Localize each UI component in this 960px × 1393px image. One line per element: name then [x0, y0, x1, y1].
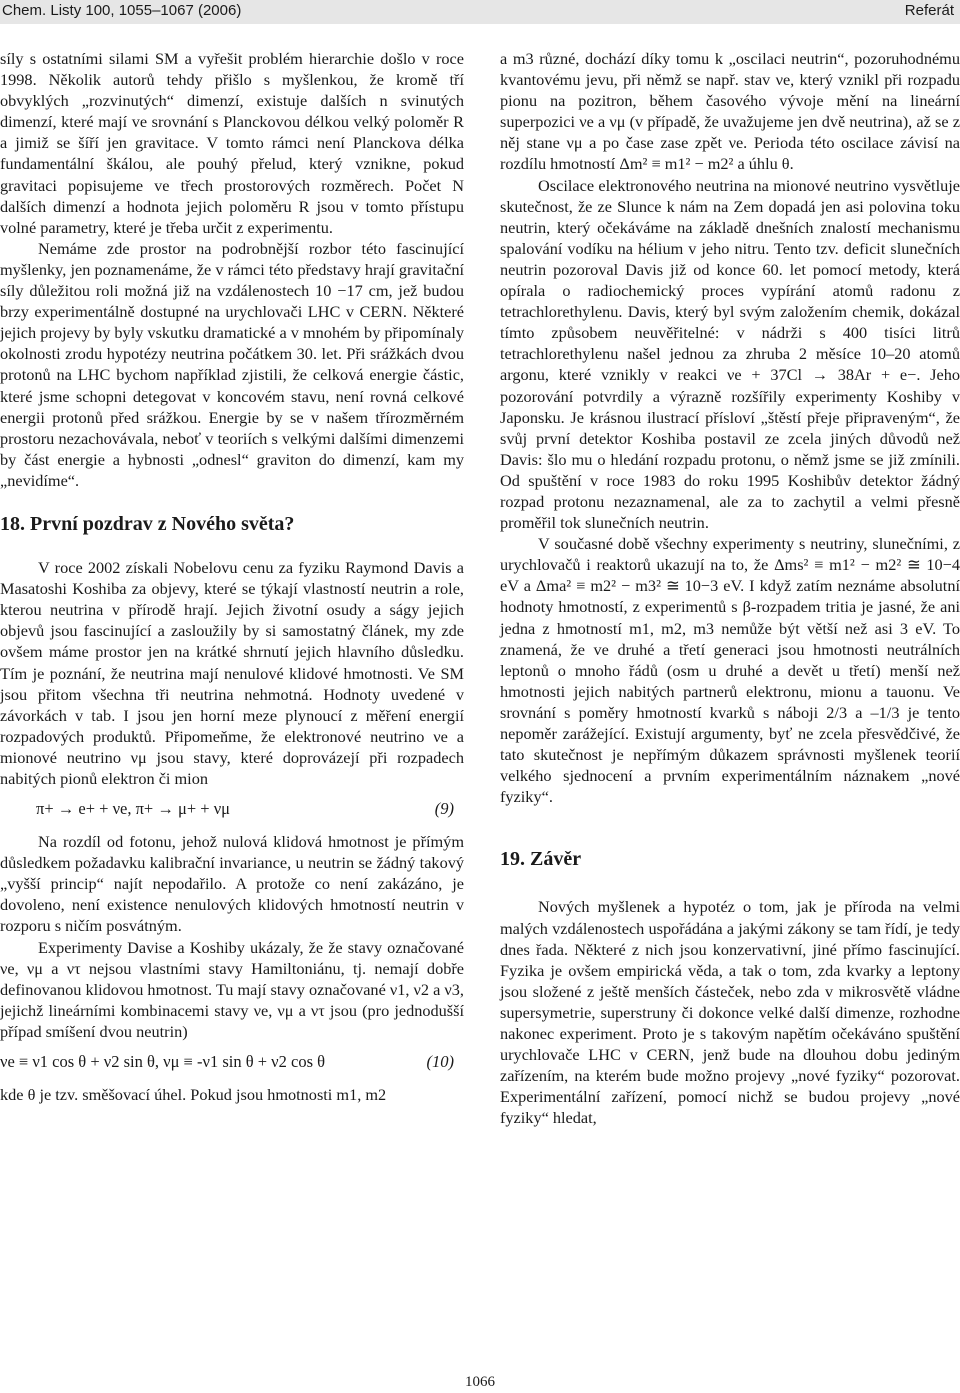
paragraph: síly s ostatními silami SM a vyřešit problém hierarchie došlo v roce 1998. Několik autorů tehdy přišlo s myšlenkou, že kromě tří obvyklých „rozvinutých“ dimenzí, existuje dalších n svinutých dimenzí, které mají ve srovnání s Planckovou délkou velký poloměr R a jimiž se šíří jen gravitace. V tomto rámci není Planckova délka fundamentální škálou, ale pouhý přelud, který vznikne, pokud gravitaci popisujeme ve třech prostorových rozměrech. Počet N dalších dimenzí a hodnota jejich poloměru R jsou v tomto přístupu volné parametry, které je třeba určit z experimentu. [0, 49, 464, 237]
paragraph: a m3 různé, dochází díky tomu k „oscilaci neutrin“, pozoruhodnému kvantovému jevu, při němž se např. stav νe, který vznikl při rozpadu pionu na pozitron, během časového vývoje mění na lineární superpozici νe a νμ (v případě, že uvažujeme jen dvě neutrina), až se z něj stane νμ a po čase zase zpět νe. Perioda této oscilace závisí na rozdílu hmotností Δm² ≡ m1² − m2² a úhlu θ. [500, 49, 960, 174]
equation-9 [0, 797, 464, 825]
paragraph: V roce 2002 získali Nobelovu cenu za fyziku Raymond Davis a Masatoshi Koshiba za objevy, které se týkají vlastností neutrin a role, kterou neutrina v přírodě hrají. Jejich životní osudy a ságy jejich objevů jsou fascinující a zasloužily by si samostatný článek, my zde ovšem máme prostor jen na krátké shrnutí jejich hlavního důsledku. Tím je poznání, že neutrina mají nenulové klidové hmotnosti. Ve SM jsou přitom všechna tři neutrina nehmotná. Hodnoty uvedené v závorkách v tab. I jsou jen horní meze plynoucí z měření energií rozpadových produktů. Připomeňme, že elektronové neutrino νe a mionové neutrino νμ jsou stavy, které doprovázejí při rozpadech nabitých pionů elektron či mion [0, 558, 464, 788]
paragraph: V současné době všechny experimenty s neutriny, slunečními, z urychlovačů i reaktorů ukazují na to, že Δms² ≡ m1² − m2² ≅ 10−4 eV a Δma² ≡ m2² − m3² ≅ 10−3 eV. I když zatím neznáme absolutní hodnoty hmotností, z experimentů s β-rozpadem tritia je jasné, že ani jedna z hmotností m1, m2, m3 nemůže být větší než asi 3 eV. To znamená, že ve druhé a třetí generaci jsou hmotnosti neutrálních leptonů o mnoho řádů (osm u druhé a devět u třetí) menší než hmotnosti jejich nabitých partnerů elektronu, mionu a tauonu. Ve srovnání s poměry hmotností kvarků s náboji 2/3 a –1/3 je tento nepoměr zarážející. Existují argumenty, byť ne zcela přesvědčivé, že tato skutečnost je nepřímým důkazem správnosti myšlenek teorií velkého sjednocení a prvním experimentálním náznakem „nové fyziky“. [500, 534, 960, 807]
running-header [0, 0, 960, 24]
equation-body: π+ → e+ + νe, π+ → μ+ + νμ [36, 799, 231, 819]
equation-10 [0, 1050, 464, 1078]
section-heading: 18. První pozdrav z Nového světa? [0, 512, 295, 535]
equation-body: νe ≡ ν1 cos θ + ν2 sin θ, νμ ≡ -ν1 sin θ + ν2 cos θ [0, 1052, 326, 1072]
journal-citation: Chem. Listy 100, 1055–1067 (2006) [2, 2, 242, 19]
paragraph: kde θ je tzv. směšovací úhel. Pokud jsou hmotnosti m1, m2 [0, 1085, 387, 1105]
paragraph: Oscilace elektronového neutrina na mionové neutrino vysvětluje skutečnost, že ze Slunce k nám na Zem dopadá jen asi polovina toku neutrin, který očekáváme na základě dnešních znalostí mechanismu spalování vodíku na hélium v jeho nitru. Tento tzv. deficit slunečních neutrin pozoroval Davis již od konce 60. let pomocí metody, která opírala o radiochemický proces vypírání atomů radonu z tetrachlorethylenu. Davis, který byl svým založením chemik, dokázal tímto způsobem neuvěřitelné: v nádrži s 400 tisíci litrů tetrachlorethylenu našel jednou za zhruba 2 měsíce 10–20 atomů argonu, které vznikly v reakci νe + 37Cl → 38Ar + e−. Jeho pozorování potvrdily a výrazně rozšířily experimenty Koshiby v Japonsku. Je krásnou ilustrací přísloví „štěstí přeje připraveným“, že svůj první detektor Koshiba postavil ze zcela jiných důvodů než Davis: šlo mu o hledání rozpadu protonu, o němž jsme se již zmínili. Od spuštění v roce 1983 do roku 1995 Koshibův detektor žádný rozpad protonu nezaznamenal, ale za to zachytil a velmi přesně proměřil tok slunečních neutrin. [500, 175, 960, 533]
paragraph: Nemáme zde prostor na podrobnější rozbor této fascinující myšlenky, jen poznamenáme, že v rámci této představy hrají gravitační síly důležitou roli možná již na vzdálenostech 10 −17 cm, jež budou brzy experimentálně dostupné na urychlovači LHC v CERN. Některé jejich projevy by byly vskutku dramatické a v mnohém by připomínaly okolnosti zrodu hypotézy neutrina počátkem 30. let. Při srážkách dvou protonů na LHC bychom například zjistili, že celková energie částic, které jsme schopni detegovat v koncovém stavu, není rovná celkové energii protonů před srážkou. Energie by se v našem třírozměrném prostoru nezachovávala, neboť v teoriích s velkými dalšími dimenzemi by část energie a hybnosti „odnesl“ graviton do dimenzí, kam my „nevidíme“. [0, 238, 464, 490]
equation-number: (9) [434, 799, 454, 819]
right-column [500, 48, 960, 1129]
section-label: Referát [904, 2, 954, 19]
section-heading: 19. Závěr [500, 848, 582, 871]
paragraph: Nových myšlenek a hypotéz o tom, jak je příroda na velmi malých vzdálenostech uspořádána a jakými zákony se tam řídí, je tedy dnes řada. Některé z nich jsou konzervativní, jiné přímo fascinující. Fyzika je ovšem empirická věda, a tak o tom, zda kvarky a leptony jsou složené z ještě menších částeček, nebo zda v mikrosvětě vládne supersymetrie, superstruny či dokonce velké další dimenze, rozhodne nakonec experiment. Proto je s takovým napětím očekáváno spuštění urychlovače LHC v CERN, jenž bude na dlouhou dobu jediným zařízením, na kterém bude možno projevy „nové fyziky“ pozorovat. Experimentální zařízení, pomocí nichž se budou projevy „nové fyziky“ hledat, [500, 897, 960, 1128]
paragraph: Na rozdíl od fotonu, jehož nulová klidová hmotnost je přímým důsledkem požadavku kalibrační invariance, u neutrin se žádný takový „vyšší princip“ najít nepodařilo. A protože co není zakázáno, je dovoleno, není existence nenulových klidových hmotností neutrin v rozporu s ničím posvátným. [0, 832, 464, 936]
page-number: 1066 [465, 1374, 495, 1390]
left-column [0, 48, 464, 1105]
equation-number: (10) [426, 1052, 454, 1072]
paragraph: Experimenty Davise a Koshiby ukázaly, že že stavy označované νe, νμ a ντ nejsou vlastními stavy Hamiltoniánu, tj. nemají dobře definovanou klidovou hmotnost. Tu mají stavy označované ν1, ν2 a ν3, jejichž lineárními kombinacemi stavy νe, νμ a ντ jsou (pro jednodušší případ smíšení dvou neutrin) [0, 937, 464, 1041]
